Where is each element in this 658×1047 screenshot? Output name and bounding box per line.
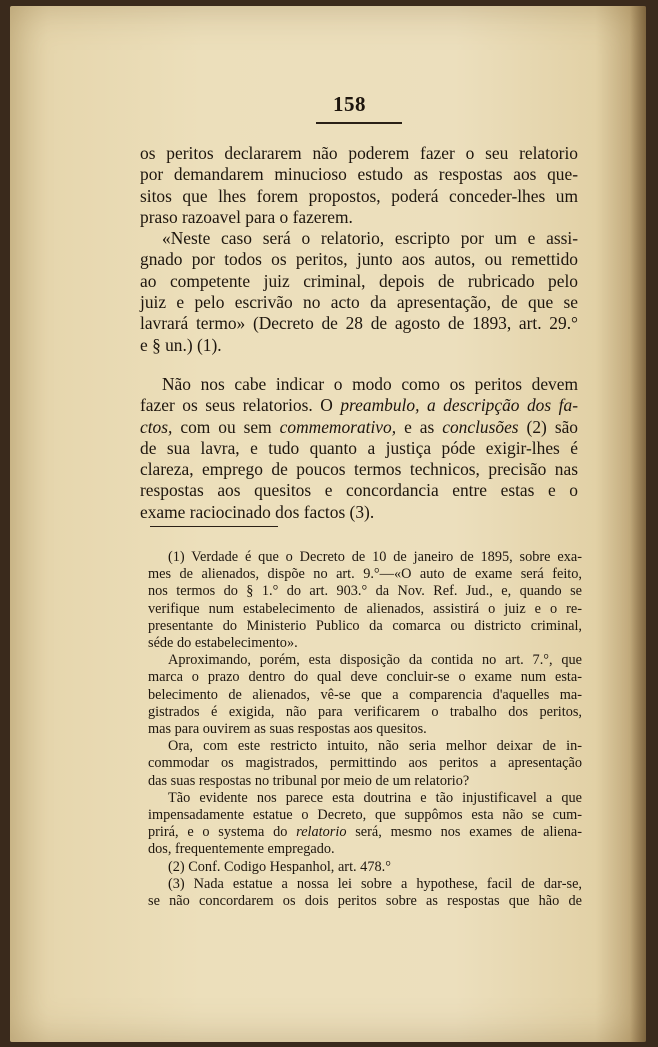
text-line: Não nos cabe indicar o modo como os peritos devem (162, 373, 578, 394)
footnote-line: verifique num estabelecimento de alienados, assistirá o juiz e o re- (148, 600, 582, 617)
footnote-line: Tão evidente nos parece esta doutrina e tão injustificavel a que (168, 789, 582, 806)
footnote-line: gistrados é exigida, não para verificarem o trabalho dos peritos, (148, 703, 582, 720)
text-line: lavrará termo» (Decreto de 28 de agosto de 1893, art. 29.° (140, 313, 578, 334)
footnote-rule (150, 526, 278, 527)
text-line: gnado por todos os peritos, junto aos autos, ou remettido (140, 249, 578, 270)
text-line: por demandarem minucioso estudo as respostas aos que- (140, 164, 578, 185)
text-line: clareza, emprego de poucos termos technicos, precisão nas (140, 459, 578, 480)
body-text (140, 143, 578, 523)
text-line: sitos que lhes forem propostos, poderá conceder-lhes um (140, 185, 578, 206)
footnotes (148, 549, 582, 910)
text-line: respostas aos quesitos e concordancia entre estas e o (140, 480, 578, 501)
paragraph-2 (140, 228, 578, 356)
italic-run: preambulo, a descripção dos fa- (340, 395, 578, 416)
text-run: com ou sem (172, 416, 280, 437)
paragraph-gap (140, 356, 578, 374)
footnote-line: presentante do Ministerio Publico da comarca ou districto criminal, (148, 617, 582, 634)
text-line: juiz e pelo escrivão no acto da apresentação, de que se (140, 292, 578, 313)
footnote-line: séde do estabelecimento». (148, 635, 298, 652)
italic-run: commemorativo, (279, 416, 397, 437)
footnote-1-continued (148, 652, 582, 738)
text-line: de sua lavra, e tudo quanto a justiça póde exigir-lhes é (140, 437, 578, 458)
text-line: e § un.) (1). (140, 334, 222, 355)
footnote-line: (3) Nada estatue a nossa lei sobre a hypothese, facil de dar-se, (168, 875, 582, 892)
text-line: «Neste caso será o relatorio, escripto por um e assi- (162, 228, 578, 249)
footnote-line: marca o prazo dentro do qual deve concluir-se o exame num esta- (148, 669, 582, 686)
footnote-1 (148, 549, 582, 652)
text-run: e as (396, 416, 443, 437)
italic-run: conclusões (442, 416, 519, 437)
footnote-line: mas para ouvirem as suas respostas aos quesitos. (148, 721, 427, 738)
paragraph-1 (140, 143, 578, 228)
page-number-rule (316, 122, 402, 124)
footnote-line: nos termos do § 1.° do art. 903.° da Nov. Ref. Jud., e, quando se (148, 583, 582, 600)
text-line (140, 417, 578, 438)
footnote-line: Ora, com este restricto intuito, não seria melhor deixar de in- (168, 738, 582, 755)
paragraph-3 (140, 374, 578, 523)
footnote-line (148, 824, 582, 841)
footnote-line: (2) Conf. Codigo Hespanhol, art. 478.° (168, 858, 391, 875)
footnote-line: commodar os magistrados, permittindo aos peritos a apresentação (148, 755, 582, 772)
footnote-line: (1) Verdade é que o Decreto de 10 de janeiro de 1895, sobre exa- (168, 549, 582, 565)
page-edge-shadow (630, 6, 646, 1042)
footnote-3 (148, 876, 582, 910)
footnote-line: Aproximando, porém, esta disposição da contida no art. 7.°, que (168, 652, 582, 669)
footnote-line: impensadamente estatue o Decreto, que suppômos esta não se cum- (148, 807, 582, 824)
footnote-line: se não concordarem os dois peritos sobre as respostas que hão de (148, 893, 582, 910)
italic-run: ctos, (140, 416, 173, 437)
footnote-line: belecimento de alienados, vê-se que a comparencia d'aquelles ma- (148, 686, 582, 703)
text-line: ao competente juiz criminal, depois de rubricado pelo (140, 270, 578, 291)
footnote-2 (148, 859, 582, 876)
text-run: (2) são (518, 416, 578, 437)
italic-run: relatorio (296, 824, 347, 841)
text-line: exame raciocinado dos factos (3). (140, 501, 375, 522)
text-line (140, 395, 578, 416)
footnote-1-continued (148, 790, 582, 859)
footnote-1-continued (148, 738, 582, 790)
footnote-line: dos, frequentemente empregado. (148, 841, 335, 858)
text-run: será, mesmo nos exames de aliena- (346, 824, 582, 841)
text-line: praso razoavel para o fazerem. (140, 206, 353, 227)
text-line: os peritos declararem não poderem fazer o seu relatorio (140, 143, 578, 163)
text-run: fazer os seus relatorios. O (140, 395, 341, 416)
footnote-line: das suas respostas no tribunal por meio de um relatorio? (148, 772, 470, 789)
page-number: 158 (333, 92, 366, 116)
footnote-line: mes de alienados, dispõe no art. 9.°—«O auto de exame será feito, (148, 566, 582, 583)
text-run: prirá, e o systema do (148, 824, 297, 841)
